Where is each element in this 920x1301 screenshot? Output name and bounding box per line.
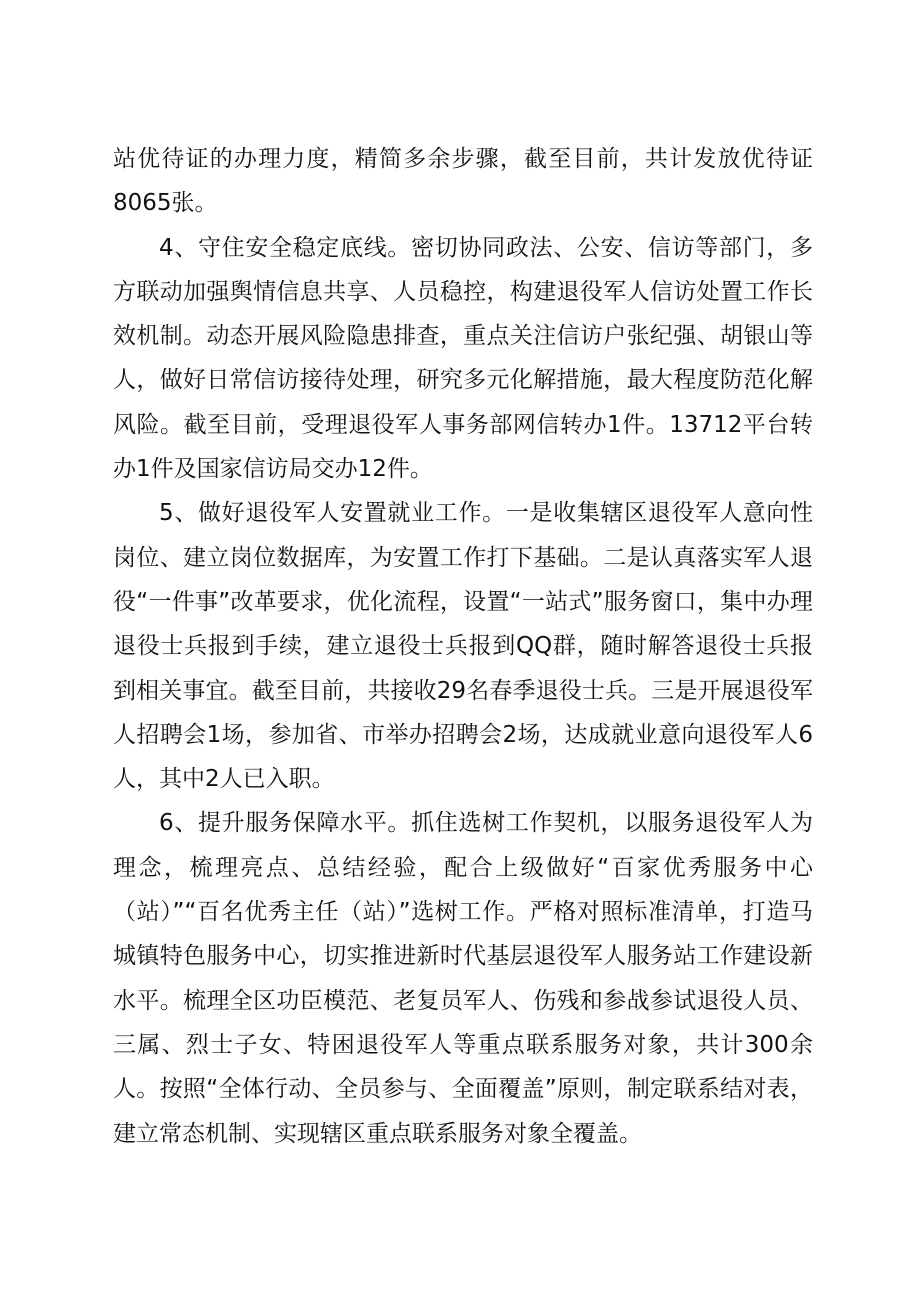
paragraph-item-6: 6、提升服务保障水平。抓住选树工作契机，以服务退役军人为理念，梳理亮点、总结经验，配合上级做好“百家优秀服务中心（站）”“百名优秀主任（站）”选树工作。严格对照标准清单，打造马城镇特色服务中心，切实推进新时代基层退役军人服务站工作建设新水平。梳理全区功臣模范、老复员军人、伤残和参战参试退役人员、三属、烈士子女、特困退役军人等重点联系服务对象，共计300余人。按照“全体行动、全员参与、全面覆盖”原则，制定联系结对表，建立常态机制、实现辖区重点联系服务对象全覆盖。 xyxy=(113,810,813,1147)
paragraph-item-5: 5、做好退役军人安置就业工作。一是收集辖区退役军人意向性岗位、建立岗位数据库，为安置工作打下基础。二是认真落实军人退役“一件事”改革要求，优化流程，设置“一站式”服务窗口，集中办理退役士兵报到手续，建立退役士兵报到QQ群，随时解答退役士兵报到相关事宜。截至目前，共接收29名春季退役士兵。三是开展退役军人招聘会1场，参加省、市举办招聘会2场，达成就业意向退役军人6人，其中2人已入职。 xyxy=(113,500,813,793)
paragraph-continuation: 站优待证的办理力度，精简多余步骤，截至目前，共计发放优待证8065张。 xyxy=(113,146,813,217)
paragraph-item-4: 4、守住安全稳定底线。密切协同政法、公安、信访等部门，多方联动加强舆情信息共享、人员稳控，构建退役军人信访处置工作长效机制。动态开展风险隐患排查，重点关注信访户张纪强、胡银山等人，做好日常信访接待处理，研究多元化解措施，最大程度防范化解风险。截至目前，受理退役军人事务部网信转办1件。13712平台转办1件及国家信访局交办12件。 xyxy=(113,234,813,483)
document-body xyxy=(113,137,813,1156)
